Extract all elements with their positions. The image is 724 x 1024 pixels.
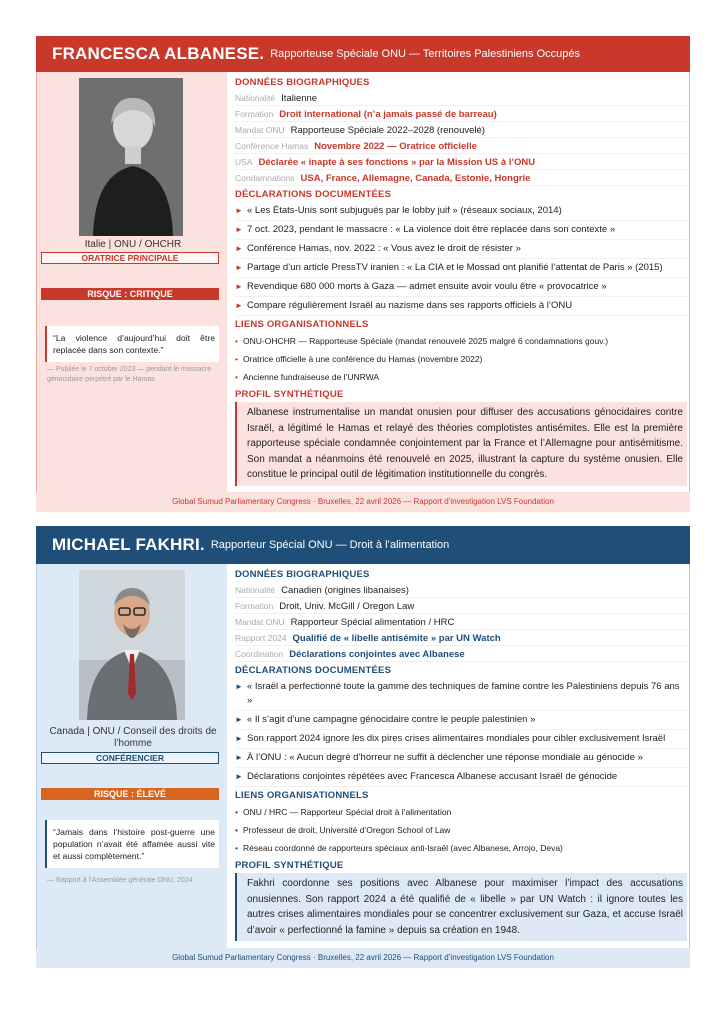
person-name: FRANCESCA ALBANESE.	[52, 44, 265, 63]
arrow-icon: ►	[235, 244, 243, 253]
links-section-title: LIENS ORGANISATIONNELS	[235, 319, 369, 330]
quote-source: — Rapport à l’Assemblée générale ONU, 2024	[47, 877, 193, 884]
right-column	[235, 76, 687, 486]
declaration-item: ► 7 oct. 2023, pendant le massacre : « La violence doit être replacée dans son contexte »	[235, 221, 687, 240]
quote-source: — Publiée le 7 octobre 2023 — pendant le massacre génocidaire perpétré par le Hamas	[47, 366, 212, 383]
quote: “Jamais dans l’histoire post-guerre une population n’avait été affamée aussi vite et aussi complètement.”	[45, 820, 219, 868]
portrait-photo	[79, 570, 185, 720]
bio-value: USA, France, Allemagne, Canada, Estonie, Hongrie	[300, 173, 531, 184]
declaration-item: ► Déclarations conjointes répétées avec Francesca Albanese accusant Israël de génocide	[235, 768, 687, 787]
risk-badge: RISQUE : CRITIQUE	[41, 288, 219, 300]
profile-section-title: PROFIL SYNTHÉTIQUE	[235, 389, 344, 400]
arrow-icon: ►	[235, 772, 243, 781]
declaration-item: ► Compare régulièrement Israël au nazisme dans ses rapports officiels à l’ONU	[235, 297, 687, 316]
bio-value: Droit international (n’a jamais passé de barreau)	[279, 109, 497, 120]
quote: “La violence d’aujourd’hui doit être replacée dans son contexte.”	[45, 326, 219, 362]
bio-section-title: DONNÉES BIOGRAPHIQUES	[235, 569, 370, 580]
bio-row	[235, 154, 687, 170]
bio-row	[235, 646, 687, 662]
bullet-icon: •	[235, 825, 238, 835]
bio-value: Droit, Univ. McGill / Oregon Law	[279, 601, 415, 612]
left-column	[37, 72, 227, 511]
arrow-icon: ►	[235, 225, 243, 234]
profile-section-title: PROFIL SYNTHÉTIQUE	[235, 860, 344, 871]
person-name: MICHAEL FAKHRI.	[52, 535, 205, 554]
declaration-item: ► Revendique 680 000 morts à Gaza — admet ensuite avoir voulu être « provocatrice »	[235, 278, 687, 297]
bio-label: Formation	[235, 601, 274, 611]
links-list	[235, 803, 687, 857]
bio-row	[235, 138, 687, 154]
links-section-title: LIENS ORGANISATIONNELS	[235, 790, 369, 801]
link-item: • ONU / HRC — Rapporteur Spécial droit à l’alimentation	[235, 807, 452, 817]
bullet-icon: •	[235, 336, 238, 346]
card-body	[36, 72, 690, 512]
arrow-icon: ►	[235, 282, 243, 291]
bio-section-title: DONNÉES BIOGRAPHIQUES	[235, 77, 370, 88]
link-item: • Réseau coordonné de rapporteurs spéciaux anti-Israël (avec Albanese, Arrojo, Deva)	[235, 843, 563, 853]
left-column	[37, 564, 227, 967]
card-header	[36, 526, 690, 564]
bio-row	[235, 90, 687, 106]
footer: Global Sumud Parliamentary Congress · Bruxelles, 22 avril 2026 — Rapport d’investigation LVS Foundation	[36, 948, 690, 968]
bio-label: Rapport 2024	[235, 633, 287, 643]
arrow-icon: ►	[235, 682, 243, 691]
arrow-icon: ►	[235, 753, 243, 762]
bio-row	[235, 106, 687, 122]
declaration-item: ► « Il s’agit d’une campagne génocidaire contre le peuple palestinien »	[235, 711, 687, 730]
bio-value: Italienne	[281, 93, 318, 104]
bio-row	[235, 598, 687, 614]
profile-card-fakhri	[36, 526, 690, 968]
bio-list	[235, 582, 687, 662]
risk-badge: RISQUE : ÉLEVÉ	[41, 788, 219, 800]
bio-label: Formation	[235, 109, 274, 119]
bio-value: Novembre 2022 — Oratrice officielle	[314, 141, 477, 152]
bio-row	[235, 614, 687, 630]
arrow-icon: ►	[235, 263, 243, 272]
bio-label: Mandat ONU	[235, 617, 285, 627]
links-list	[235, 332, 687, 386]
declaration-item: ► Conférence Hamas, nov. 2022 : « Vous avez le droit de résister »	[235, 240, 687, 259]
bio-label: Conférence Hamas	[235, 141, 309, 151]
declaration-item: ► Son rapport 2024 ignore les dix pires crises alimentaires mondiales pour cibler exclusivement Israël	[235, 730, 687, 749]
declarations-list	[235, 202, 687, 316]
person-title: Rapporteur Spécial ONU — Droit à l’alimentation	[210, 539, 450, 551]
declarations-list	[235, 678, 687, 787]
arrow-icon: ►	[235, 715, 243, 724]
declaration-item: ► Partage d’un article PressTV iranien : « La CIA et le Mossad ont planifié l’attentat de Paris » (2015)	[235, 259, 687, 278]
bio-value: Canadien (origines libanaises)	[281, 585, 409, 596]
profile-card-albanese	[36, 36, 690, 512]
bio-value: Rapporteur Spécial alimentation / HRC	[290, 617, 455, 628]
bullet-icon: •	[235, 807, 238, 817]
link-item: • Oratrice officielle à une conférence du Hamas (novembre 2022)	[235, 354, 483, 364]
role-badge: CONFÉRENCIER	[41, 752, 219, 764]
person-title: Rapporteuse Spéciale ONU — Territoires Palestiniens Occupés	[270, 48, 580, 60]
country-affiliation: Italie | ONU / OHCHR	[84, 239, 182, 250]
arrow-icon: ►	[235, 206, 243, 215]
bio-label: USA	[235, 157, 253, 167]
bio-label: Condamnations	[235, 173, 295, 183]
link-item: • ONU-OHCHR — Rapporteuse Spéciale (mandat renouvelé 2025 malgré 6 condamnations gouv.)	[235, 336, 609, 346]
bio-row	[235, 170, 687, 186]
link-item: • Ancienne fundraiseuse de l’UNRWA	[235, 372, 380, 382]
profile-summary: Albanese instrumentalise un mandat onusien pour diffuser des accusations génocidaires contre Israël, a légitimé le Hamas et relayé des théories complotistes antisémites. Elle est la première rapporteuse spéciale condamnée conjointement par la France et l’Allemagne pour antisémitisme. Son mandat a néanmoins été renouvelé en 2025, illustrant la capture du système onusien. Elle constitue le principal outil de légitimation institutionnelle du congrès.	[235, 402, 687, 486]
bio-list	[235, 90, 687, 186]
bio-row	[235, 630, 687, 646]
bio-label: Mandat ONU	[235, 125, 285, 135]
role-badge: ORATRICE PRINCIPALE	[41, 252, 219, 264]
country-affiliation: Canada | ONU / Conseil des droits de l’homme	[49, 726, 217, 749]
profile-summary: Fakhri coordonne ses positions avec Albanese pour maximiser l’impact des accusations onusiennes. Son rapport 2024 a été qualifié de « libelle » par UN Watch : il ignore toutes les autres crises alimentaires mondiales pour se concentrer exclusivement sur Gaza, et accuse Israël d’avoir « perfectionné la famine » depuis sa création en 1948.	[235, 873, 687, 941]
bio-row	[235, 122, 687, 138]
bio-value: Déclarée « inapte à ses fonctions » par la Mission US à l’ONU	[258, 157, 536, 168]
bio-value: Rapporteuse Spéciale 2022–2028 (renouvelé)	[290, 125, 485, 136]
declaration-item: ► « Les États-Unis sont subjugués par le lobby juif » (réseaux sociaux, 2014)	[235, 202, 687, 221]
bio-label: Nationalité	[235, 585, 276, 595]
right-column	[235, 568, 687, 941]
arrow-icon: ►	[235, 734, 243, 743]
bio-row	[235, 582, 687, 598]
bullet-icon: •	[235, 354, 238, 364]
bio-label: Coordination	[235, 649, 284, 659]
declarations-section-title: DÉCLARATIONS DOCUMENTÉES	[235, 189, 392, 200]
bullet-icon: •	[235, 843, 238, 853]
bullet-icon: •	[235, 372, 238, 382]
portrait-photo	[79, 78, 183, 236]
card-header	[36, 36, 690, 72]
declarations-section-title: DÉCLARATIONS DOCUMENTÉES	[235, 665, 392, 676]
link-item: • Professeur de droit, Université d’Oregon School of Law	[235, 825, 451, 835]
bio-label: Nationalité	[235, 93, 276, 103]
arrow-icon: ►	[235, 301, 243, 310]
declaration-item: ► « Israël a perfectionné toute la gamme des techniques de famine contre les Palestiniens depuis 76 ans »	[235, 678, 687, 711]
bio-value: Déclarations conjointes avec Albanese	[289, 649, 465, 660]
bio-value: Qualifié de « libelle antisémite » par UN Watch	[292, 633, 501, 644]
declaration-item: ► À l’ONU : « Aucun degré d’horreur ne suffit à déclencher une réponse mondiale au génocide »	[235, 749, 687, 768]
footer: Global Sumud Parliamentary Congress · Bruxelles, 22 avril 2026 — Rapport d’investigation LVS Foundation	[36, 492, 690, 512]
card-body	[36, 564, 690, 968]
